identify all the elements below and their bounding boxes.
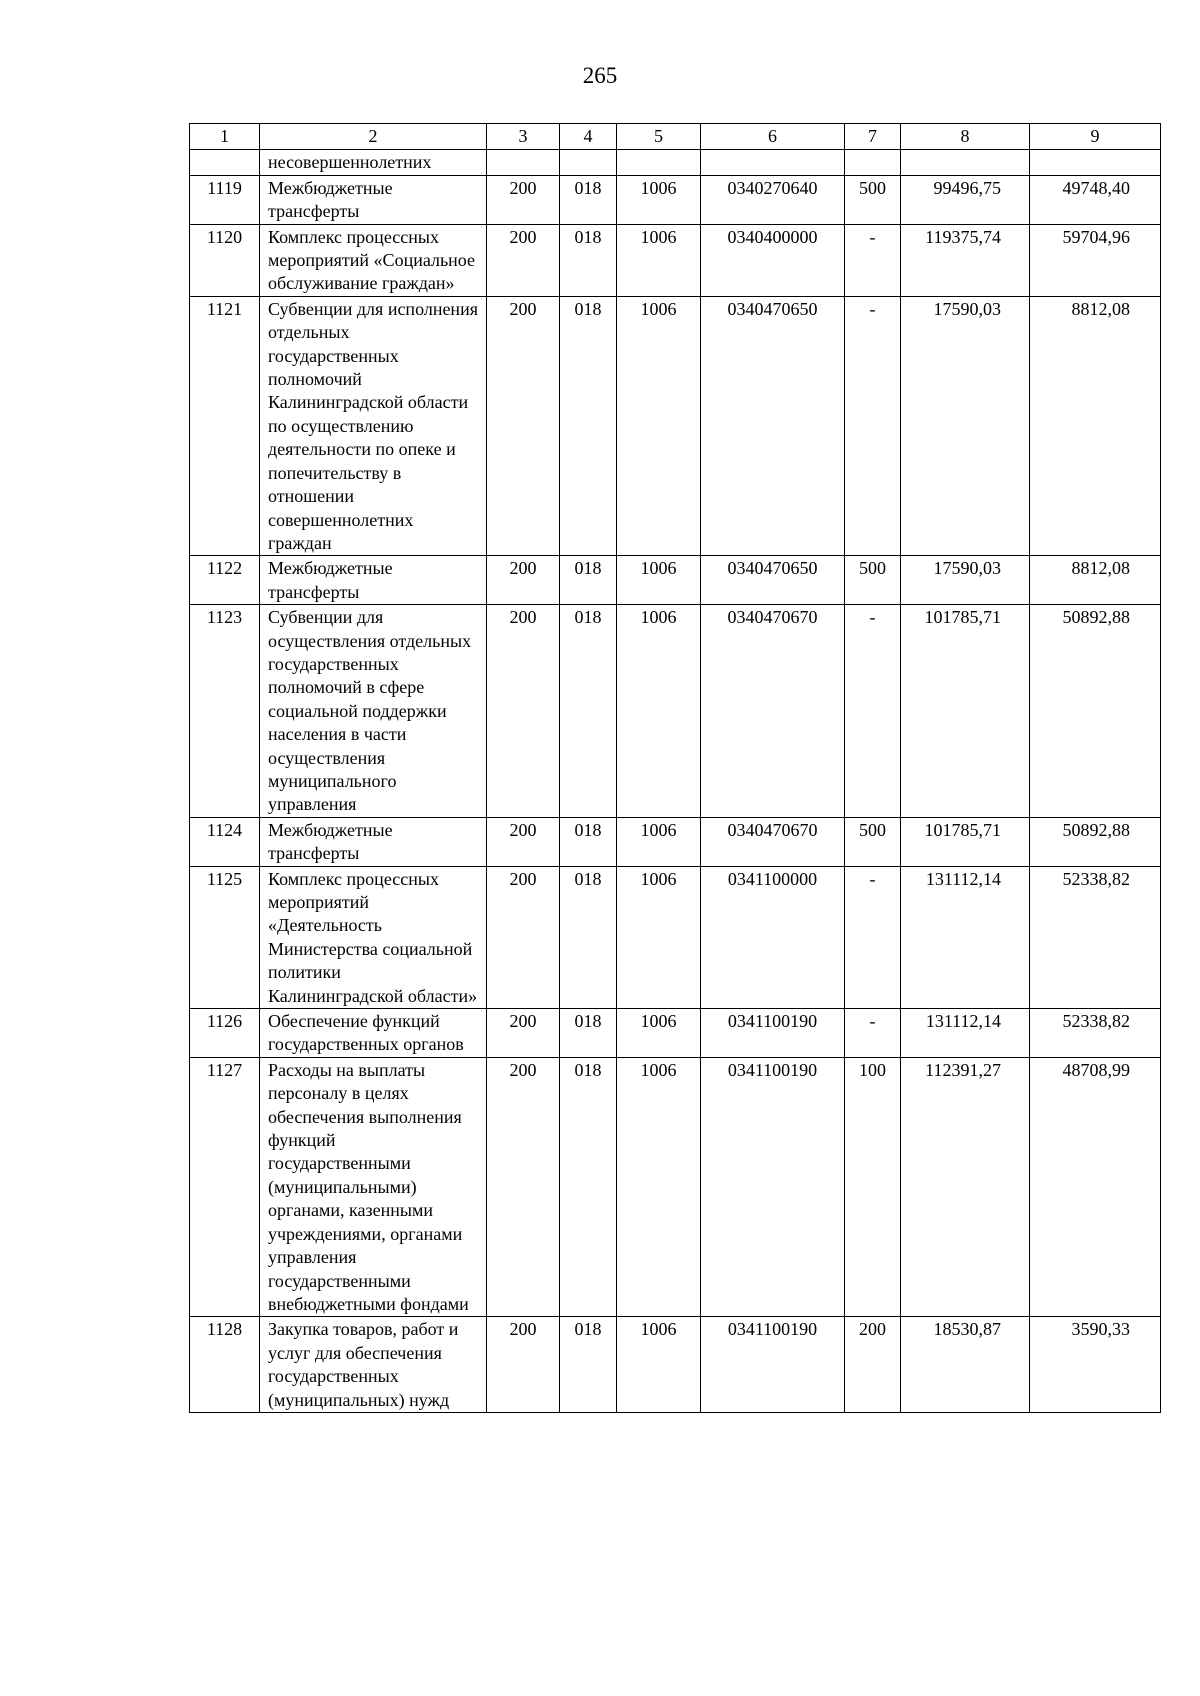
code-cell-5: 1006 bbox=[617, 1057, 701, 1316]
code-cell-4 bbox=[560, 150, 617, 175]
row-name-cell: Комплекс процессных мероприятий «Деятельность Министерства социальной политики Калининградской области» bbox=[260, 866, 487, 1008]
row-name-cell: Комплекс процессных мероприятий «Социальное обслуживание граждан» bbox=[260, 224, 487, 296]
code-cell-4: 018 bbox=[560, 866, 617, 1008]
code-cell-4: 018 bbox=[560, 224, 617, 296]
row-name-cell: Межбюджетные трансферты bbox=[260, 175, 487, 224]
column-header: 5 bbox=[617, 124, 701, 150]
table-row bbox=[190, 1009, 1161, 1058]
row-number-cell: 1127 bbox=[190, 1057, 260, 1316]
row-number-cell: 1125 bbox=[190, 866, 260, 1008]
code-cell-3: 200 bbox=[487, 1009, 560, 1058]
amount-cell-8: 112391,27 bbox=[901, 1057, 1030, 1316]
code-cell-3: 200 bbox=[487, 556, 560, 605]
row-number-cell: 1122 bbox=[190, 556, 260, 605]
code-cell-5: 1006 bbox=[617, 605, 701, 818]
code-cell-4: 018 bbox=[560, 1317, 617, 1413]
table-row bbox=[190, 817, 1161, 866]
code-cell-4: 018 bbox=[560, 1009, 617, 1058]
code-cell-4: 018 bbox=[560, 1057, 617, 1316]
code-cell-7: 500 bbox=[845, 817, 901, 866]
code-cell-4: 018 bbox=[560, 817, 617, 866]
code-cell-6: 0340470670 bbox=[701, 605, 845, 818]
row-name-cell: Межбюджетные трансферты bbox=[260, 817, 487, 866]
row-number-cell: 1121 bbox=[190, 296, 260, 555]
code-cell-5: 1006 bbox=[617, 175, 701, 224]
table-row bbox=[190, 866, 1161, 1008]
amount-cell-9: 8812,08 bbox=[1030, 296, 1161, 555]
row-number-cell bbox=[190, 150, 260, 175]
amount-cell-8: 131112,14 bbox=[901, 1009, 1030, 1058]
code-cell-7: - bbox=[845, 224, 901, 296]
amount-cell-8: 17590,03 bbox=[901, 556, 1030, 605]
table-row bbox=[190, 296, 1161, 555]
code-cell-7: - bbox=[845, 1009, 901, 1058]
amount-cell-9: 52338,82 bbox=[1030, 866, 1161, 1008]
code-cell-7: - bbox=[845, 296, 901, 555]
amount-cell-9: 52338,82 bbox=[1030, 1009, 1161, 1058]
amount-cell-8 bbox=[901, 150, 1030, 175]
code-cell-3: 200 bbox=[487, 296, 560, 555]
table-row bbox=[190, 605, 1161, 818]
row-number-cell: 1126 bbox=[190, 1009, 260, 1058]
column-header: 3 bbox=[487, 124, 560, 150]
code-cell-6: 0341100000 bbox=[701, 866, 845, 1008]
amount-cell-9: 50892,88 bbox=[1030, 605, 1161, 818]
row-name-cell: Обеспечение функций государственных органов bbox=[260, 1009, 487, 1058]
code-cell-5: 1006 bbox=[617, 556, 701, 605]
row-name-cell: Межбюджетные трансферты bbox=[260, 556, 487, 605]
amount-cell-8: 119375,74 bbox=[901, 224, 1030, 296]
amount-cell-8: 101785,71 bbox=[901, 817, 1030, 866]
amount-cell-8: 18530,87 bbox=[901, 1317, 1030, 1413]
code-cell-5: 1006 bbox=[617, 1009, 701, 1058]
column-header: 7 bbox=[845, 124, 901, 150]
code-cell-6: 0341100190 bbox=[701, 1057, 845, 1316]
page-number: 265 bbox=[582, 63, 618, 88]
header-row bbox=[190, 124, 1161, 150]
column-header: 4 bbox=[560, 124, 617, 150]
row-number-cell: 1119 bbox=[190, 175, 260, 224]
table-row bbox=[190, 150, 1161, 175]
table-row bbox=[190, 224, 1161, 296]
code-cell-7: 100 bbox=[845, 1057, 901, 1316]
amount-cell-9: 50892,88 bbox=[1030, 817, 1161, 866]
code-cell-7: - bbox=[845, 866, 901, 1008]
row-name-cell: Расходы на выплаты персоналу в целях обеспечения выполнения функций государственными (муниципальными) органами, казенными учреждениями, органами управления государственными внебюджетными фондами bbox=[260, 1057, 487, 1316]
table-row bbox=[190, 175, 1161, 224]
code-cell-6: 0341100190 bbox=[701, 1317, 845, 1413]
code-cell-4: 018 bbox=[560, 556, 617, 605]
column-header: 6 bbox=[701, 124, 845, 150]
code-cell-7: 500 bbox=[845, 556, 901, 605]
row-name-cell: Субвенции для исполнения отдельных государственных полномочий Калининградской области по осуществлению деятельности по опеке и попечительству в отношении совершеннолетних граждан bbox=[260, 296, 487, 555]
code-cell-6: 0340400000 bbox=[701, 224, 845, 296]
amount-cell-9: 8812,08 bbox=[1030, 556, 1161, 605]
column-header: 8 bbox=[901, 124, 1030, 150]
column-header: 9 bbox=[1030, 124, 1161, 150]
table-row bbox=[190, 1057, 1161, 1316]
amount-cell-9: 59704,96 bbox=[1030, 224, 1161, 296]
table-body bbox=[190, 150, 1161, 1413]
code-cell-6: 0341100190 bbox=[701, 1009, 845, 1058]
code-cell-6: 0340470650 bbox=[701, 556, 845, 605]
code-cell-6: 0340470670 bbox=[701, 817, 845, 866]
amount-cell-8: 17590,03 bbox=[901, 296, 1030, 555]
code-cell-5 bbox=[617, 150, 701, 175]
amount-cell-9: 3590,33 bbox=[1030, 1317, 1161, 1413]
code-cell-5: 1006 bbox=[617, 224, 701, 296]
code-cell-3: 200 bbox=[487, 224, 560, 296]
code-cell-6 bbox=[701, 150, 845, 175]
code-cell-3: 200 bbox=[487, 1057, 560, 1316]
amount-cell-9: 49748,40 bbox=[1030, 175, 1161, 224]
code-cell-5: 1006 bbox=[617, 1317, 701, 1413]
amount-cell-8: 101785,71 bbox=[901, 605, 1030, 818]
code-cell-3: 200 bbox=[487, 817, 560, 866]
code-cell-3: 200 bbox=[487, 1317, 560, 1413]
column-header: 2 bbox=[260, 124, 487, 150]
code-cell-3: 200 bbox=[487, 605, 560, 818]
table-row bbox=[190, 1317, 1161, 1413]
code-cell-7 bbox=[845, 150, 901, 175]
code-cell-3: 200 bbox=[487, 866, 560, 1008]
code-cell-5: 1006 bbox=[617, 866, 701, 1008]
column-header: 1 bbox=[190, 124, 260, 150]
row-name-cell: Субвенции для осуществления отдельных государственных полномочий в сфере социальной поддержки населения в части осуществления муниципального управления bbox=[260, 605, 487, 818]
row-number-cell: 1128 bbox=[190, 1317, 260, 1413]
row-name-cell: несовершеннолетних bbox=[260, 150, 487, 175]
code-cell-6: 0340470650 bbox=[701, 296, 845, 555]
amount-cell-8: 99496,75 bbox=[901, 175, 1030, 224]
code-cell-7: 200 bbox=[845, 1317, 901, 1413]
code-cell-4: 018 bbox=[560, 175, 617, 224]
row-number-cell: 1120 bbox=[190, 224, 260, 296]
amount-cell-9: 48708,99 bbox=[1030, 1057, 1161, 1316]
code-cell-3: 200 bbox=[487, 175, 560, 224]
budget-table bbox=[189, 123, 1161, 1413]
table-row bbox=[190, 556, 1161, 605]
row-name-cell: Закупка товаров, работ и услуг для обеспечения государственных (муниципальных) нужд bbox=[260, 1317, 487, 1413]
code-cell-7: 500 bbox=[845, 175, 901, 224]
code-cell-4: 018 bbox=[560, 605, 617, 818]
amount-cell-8: 131112,14 bbox=[901, 866, 1030, 1008]
code-cell-4: 018 bbox=[560, 296, 617, 555]
code-cell-7: - bbox=[845, 605, 901, 818]
code-cell-5: 1006 bbox=[617, 817, 701, 866]
code-cell-6: 0340270640 bbox=[701, 175, 845, 224]
amount-cell-9 bbox=[1030, 150, 1161, 175]
row-number-cell: 1124 bbox=[190, 817, 260, 866]
code-cell-5: 1006 bbox=[617, 296, 701, 555]
row-number-cell: 1123 bbox=[190, 605, 260, 818]
code-cell-3 bbox=[487, 150, 560, 175]
